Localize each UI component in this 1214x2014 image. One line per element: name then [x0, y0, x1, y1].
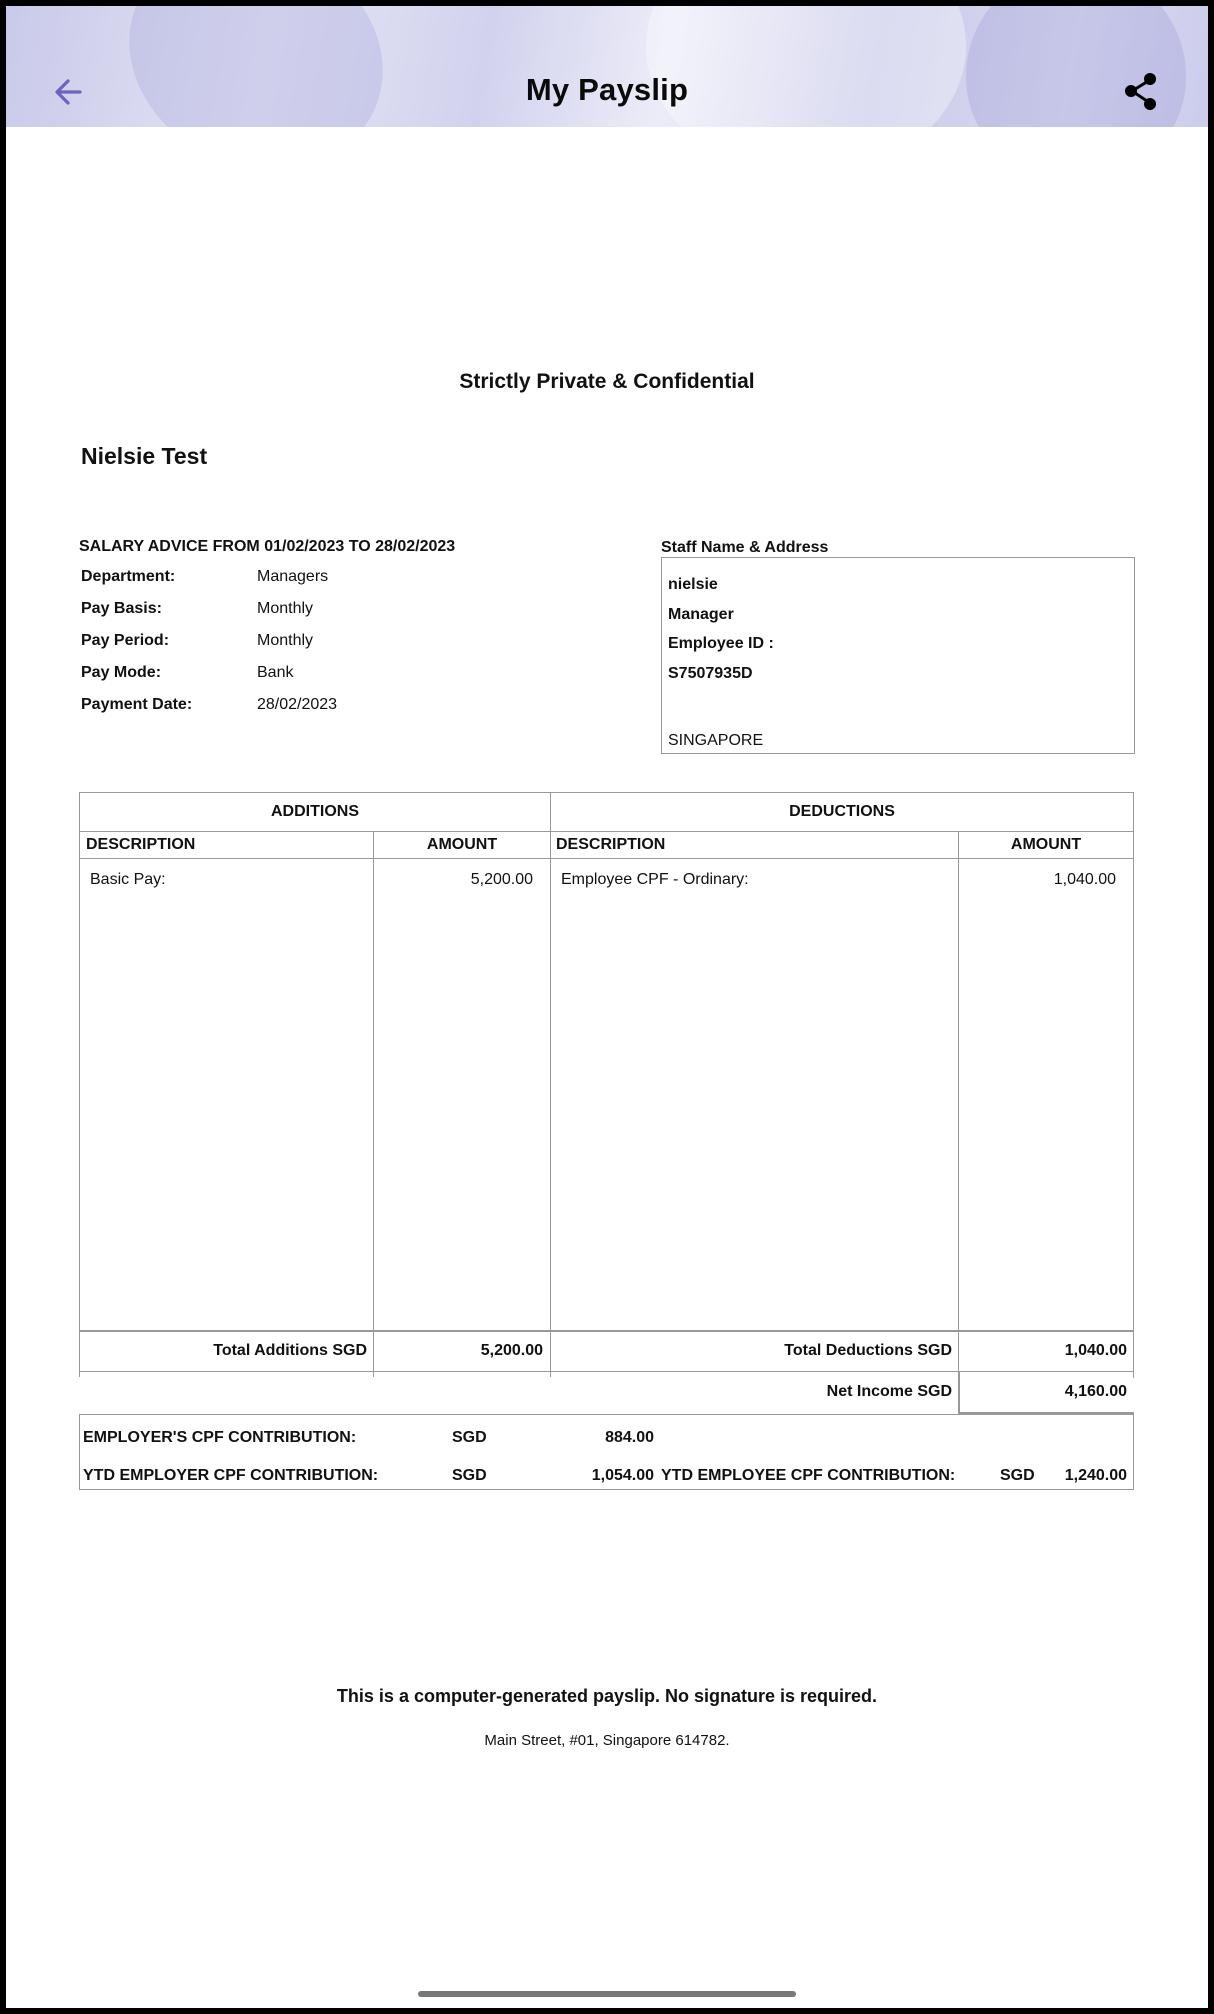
- payslip-screen: [6, 6, 1208, 2008]
- net-income-value: 4,160.00: [1064, 1383, 1127, 1400]
- pay-mode-label: Pay Mode:: [81, 664, 162, 681]
- employer-cpf-amount: 884.00: [605, 1429, 654, 1446]
- deductions-header: DEDUCTIONS: [789, 803, 895, 820]
- page-title: My Payslip: [525, 72, 689, 107]
- ytd-employee-cpf-label: YTD EMPLOYEE CPF CONTRIBUTION:: [661, 1467, 956, 1484]
- deductions-amount-header: AMOUNT: [1010, 836, 1082, 853]
- ytd-employee-cpf-currency: SGD: [1000, 1467, 1035, 1484]
- payment-date-value: 28/02/2023: [257, 696, 338, 713]
- pay-basis-label: Pay Basis:: [81, 600, 162, 617]
- share-button[interactable]: [1120, 70, 1164, 114]
- ytd-employer-cpf-amount: 1,054.00: [591, 1467, 654, 1484]
- total-deductions-value: 1,040.00: [1064, 1342, 1127, 1359]
- additions-header: ADDITIONS: [271, 803, 359, 820]
- employer-cpf-currency: SGD: [452, 1429, 487, 1446]
- staff-name: nielsie: [668, 576, 718, 593]
- employee-id-label: Employee ID :: [668, 635, 774, 652]
- employee-name: Nielsie Test: [81, 443, 208, 469]
- total-deductions-label: Total Deductions SGD: [784, 1342, 952, 1359]
- footer-note: This is a computer-generated payslip. No signature is required.: [336, 1686, 878, 1706]
- department-value: Managers: [257, 568, 329, 585]
- department-label: Department:: [81, 568, 176, 585]
- deduction-description: Employee CPF - Ordinary:: [561, 871, 749, 888]
- staff-position: Manager: [668, 606, 734, 623]
- total-additions-value: 5,200.00: [480, 1342, 543, 1359]
- pay-period-label: Pay Period:: [81, 632, 170, 649]
- share-icon: [1120, 70, 1164, 114]
- pay-mode-value: Bank: [257, 664, 294, 681]
- payment-date-label: Payment Date:: [81, 696, 193, 713]
- salary-advice-period: SALARY ADVICE FROM 01/02/2023 TO 28/02/2023: [79, 538, 456, 555]
- ytd-employer-cpf-currency: SGD: [452, 1467, 487, 1484]
- additions-description-header: DESCRIPTION: [86, 836, 196, 853]
- ytd-employee-cpf-amount: 1,240.00: [1064, 1467, 1127, 1484]
- net-income-label: Net Income SGD: [826, 1383, 952, 1400]
- employer-cpf-label: EMPLOYER'S CPF CONTRIBUTION:: [83, 1429, 357, 1446]
- staff-country: SINGAPORE: [668, 732, 764, 749]
- addition-amount: 5,200.00: [470, 871, 533, 888]
- deduction-amount: 1,040.00: [1053, 871, 1116, 888]
- confidential-heading: Strictly Private & Confidential: [459, 370, 755, 393]
- footer-address: Main Street, #01, Singapore 614782.: [484, 1732, 730, 1749]
- home-indicator[interactable]: [418, 1991, 796, 1997]
- additions-amount-header: AMOUNT: [426, 836, 498, 853]
- staff-address-box: [661, 557, 1135, 754]
- pay-period-value: Monthly: [257, 632, 314, 649]
- total-additions-label: Total Additions SGD: [213, 1342, 367, 1359]
- pay-basis-value: Monthly: [257, 600, 314, 617]
- deductions-description-header: DESCRIPTION: [556, 836, 666, 853]
- employee-id-value: S7507935D: [668, 665, 753, 682]
- staff-address-title: Staff Name & Address: [661, 539, 829, 556]
- addition-description: Basic Pay:: [90, 871, 166, 888]
- app-bar: [6, 6, 1208, 127]
- ytd-employer-cpf-label: YTD EMPLOYER CPF CONTRIBUTION:: [83, 1467, 379, 1484]
